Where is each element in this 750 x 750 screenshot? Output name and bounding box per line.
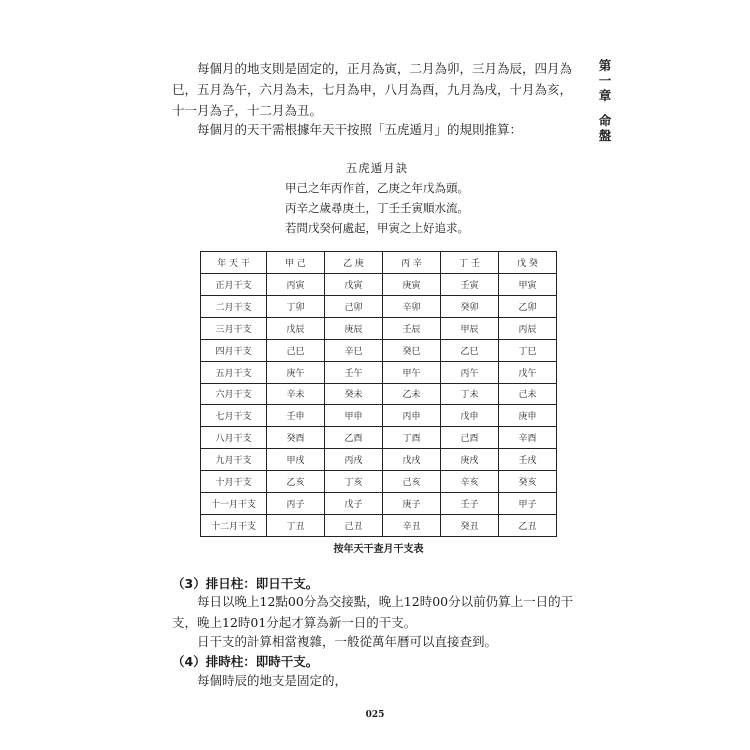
table-cell: 丁亥 [325, 471, 383, 493]
chapter-side-heading [598, 58, 612, 143]
table-cell: 庚寅 [383, 273, 441, 295]
table-cell: 壬子 [441, 493, 499, 515]
table-row [201, 515, 557, 537]
table-cell: 丁未 [441, 383, 499, 405]
table-cell: 乙未 [383, 383, 441, 405]
table-cell: 辛卯 [383, 295, 441, 317]
table-cell: 壬申 [267, 405, 325, 427]
table-row [201, 405, 557, 427]
table-cell: 丁丑 [267, 515, 325, 537]
chapter-title: 命盤 [598, 113, 612, 143]
table-cell: 辛酉 [499, 427, 557, 449]
table-cell: 壬寅 [441, 273, 499, 295]
table-row [201, 449, 557, 471]
table-cell: 壬戌 [499, 449, 557, 471]
table-cell: 辛亥 [441, 471, 499, 493]
table-cell: 丙午 [441, 361, 499, 383]
table-row [201, 295, 557, 317]
table-cell: 己卯 [325, 295, 383, 317]
table-cell: 戊申 [441, 405, 499, 427]
table-cell: 辛丑 [383, 515, 441, 537]
table-cell: 己巳 [267, 339, 325, 361]
table-cell: 癸酉 [267, 427, 325, 449]
paragraph-hour-branches: 每個時辰的地支是固定的， [197, 673, 348, 688]
table-cell: 庚申 [499, 405, 557, 427]
table-cell: 癸巳 [383, 339, 441, 361]
table-header-cell: 戊 癸 [499, 252, 557, 274]
table-cell: 丙戌 [325, 449, 383, 471]
table-row [201, 471, 557, 493]
table-cell: 丁巳 [499, 339, 557, 361]
table-cell: 乙亥 [267, 471, 325, 493]
table-cell: 庚辰 [325, 317, 383, 339]
table-row-label: 七月干支 [201, 405, 267, 427]
table-header-cell: 年 天 干 [201, 252, 267, 274]
heading-hour-pillar: （4）排時柱：即時干支。 [172, 654, 319, 669]
table-cell: 己酉 [441, 427, 499, 449]
table-cell: 甲寅 [499, 273, 557, 295]
month-stem-branch-table [200, 251, 557, 537]
table-cell: 丙申 [383, 405, 441, 427]
table-row-label: 八月干支 [201, 427, 267, 449]
table-header-cell: 丁 壬 [441, 252, 499, 274]
table-header-cell: 乙 庚 [325, 252, 383, 274]
table-cell: 己丑 [325, 515, 383, 537]
table-row-label: 正月干支 [201, 273, 267, 295]
table-cell: 丙辰 [499, 317, 557, 339]
chapter-label: 第一章 [598, 58, 612, 103]
table-header-cell: 甲 己 [267, 252, 325, 274]
table-row [201, 317, 557, 339]
table-row-label: 十二月干支 [201, 515, 267, 537]
table-header-row [201, 252, 557, 274]
verse-line: 若問戊癸何處起，甲寅之上好追求。 [285, 221, 469, 235]
table-cell: 己亥 [383, 471, 441, 493]
table-row-label: 五月干支 [201, 361, 267, 383]
table-cell: 丁卯 [267, 295, 325, 317]
table-row-label: 九月干支 [201, 449, 267, 471]
table-cell: 甲辰 [441, 317, 499, 339]
table-cell: 乙卯 [499, 295, 557, 317]
heading-day-pillar: （3）排日柱：即日干支。 [172, 576, 319, 591]
table-cell: 癸亥 [499, 471, 557, 493]
table-row [201, 273, 557, 295]
table-row [201, 361, 557, 383]
table-cell: 戊寅 [325, 273, 383, 295]
verse-title: 五虎遁月訣 [345, 161, 409, 175]
table-cell: 癸丑 [441, 515, 499, 537]
table-cell: 丙子 [267, 493, 325, 515]
table-cell: 己未 [499, 383, 557, 405]
table-cell: 癸卯 [441, 295, 499, 317]
table-row [201, 493, 557, 515]
table-row [201, 339, 557, 361]
table-cell: 丁酉 [383, 427, 441, 449]
paragraph-month-branches: 每個月的地支則是固定的，正月為寅，二月為卯，三月為辰，四月為巳，五月為午，六月為未，七月為申，八月為酉，九月為戌，十月為亥，十一月為子，十二月為丑。 [172, 61, 573, 118]
table-header-cell: 丙 辛 [383, 252, 441, 274]
table-row-label: 三月干支 [201, 317, 267, 339]
verse-line: 丙辛之歲尋庚土，丁壬壬寅順水流。 [285, 201, 469, 215]
page-number: 025 [365, 710, 385, 720]
table-row-label: 二月干支 [201, 295, 267, 317]
table-cell: 壬午 [325, 361, 383, 383]
table-cell: 甲戌 [267, 449, 325, 471]
paragraph-day-calendar: 日干支的計算相當複雜，一般從萬年曆可以直接查到。 [197, 634, 498, 649]
verse-line: 甲己之年丙作首，乙庚之年戊為頭。 [285, 181, 469, 195]
table-row [201, 383, 557, 405]
table-row-label: 十月干支 [201, 471, 267, 493]
table-body [201, 252, 557, 537]
table-cell: 辛未 [267, 383, 325, 405]
table-cell: 乙巳 [441, 339, 499, 361]
table-cell: 癸未 [325, 383, 383, 405]
table-row-label: 四月干支 [201, 339, 267, 361]
table-caption: 按年天干查月干支表 [333, 544, 424, 555]
table-row [201, 427, 557, 449]
table-cell: 戊午 [499, 361, 557, 383]
table-cell: 戊子 [325, 493, 383, 515]
table-cell: 乙丑 [499, 515, 557, 537]
table-cell: 甲子 [499, 493, 557, 515]
paragraph-month-stems-rule: 每個月的天干需根據年天干按照「五虎遁月」的規則推算： [197, 122, 523, 137]
table-cell: 庚戌 [441, 449, 499, 471]
table-cell: 甲申 [325, 405, 383, 427]
table-cell: 戊戌 [383, 449, 441, 471]
table-cell: 壬辰 [383, 317, 441, 339]
table-cell: 庚子 [383, 493, 441, 515]
table-cell: 乙酉 [325, 427, 383, 449]
table-row-label: 六月干支 [201, 383, 267, 405]
table-cell: 戊辰 [267, 317, 325, 339]
table-cell: 庚午 [267, 361, 325, 383]
paragraph-day-boundary: 每日以晚上12點00分為交接點，晚上12時00分以前仍算上一日的干支，晚上12時01分起才算為新一日的干支。 [172, 594, 574, 630]
table-cell: 辛巳 [325, 339, 383, 361]
table-cell: 丙寅 [267, 273, 325, 295]
table-row-label: 十一月干支 [201, 493, 267, 515]
table-cell: 甲午 [383, 361, 441, 383]
